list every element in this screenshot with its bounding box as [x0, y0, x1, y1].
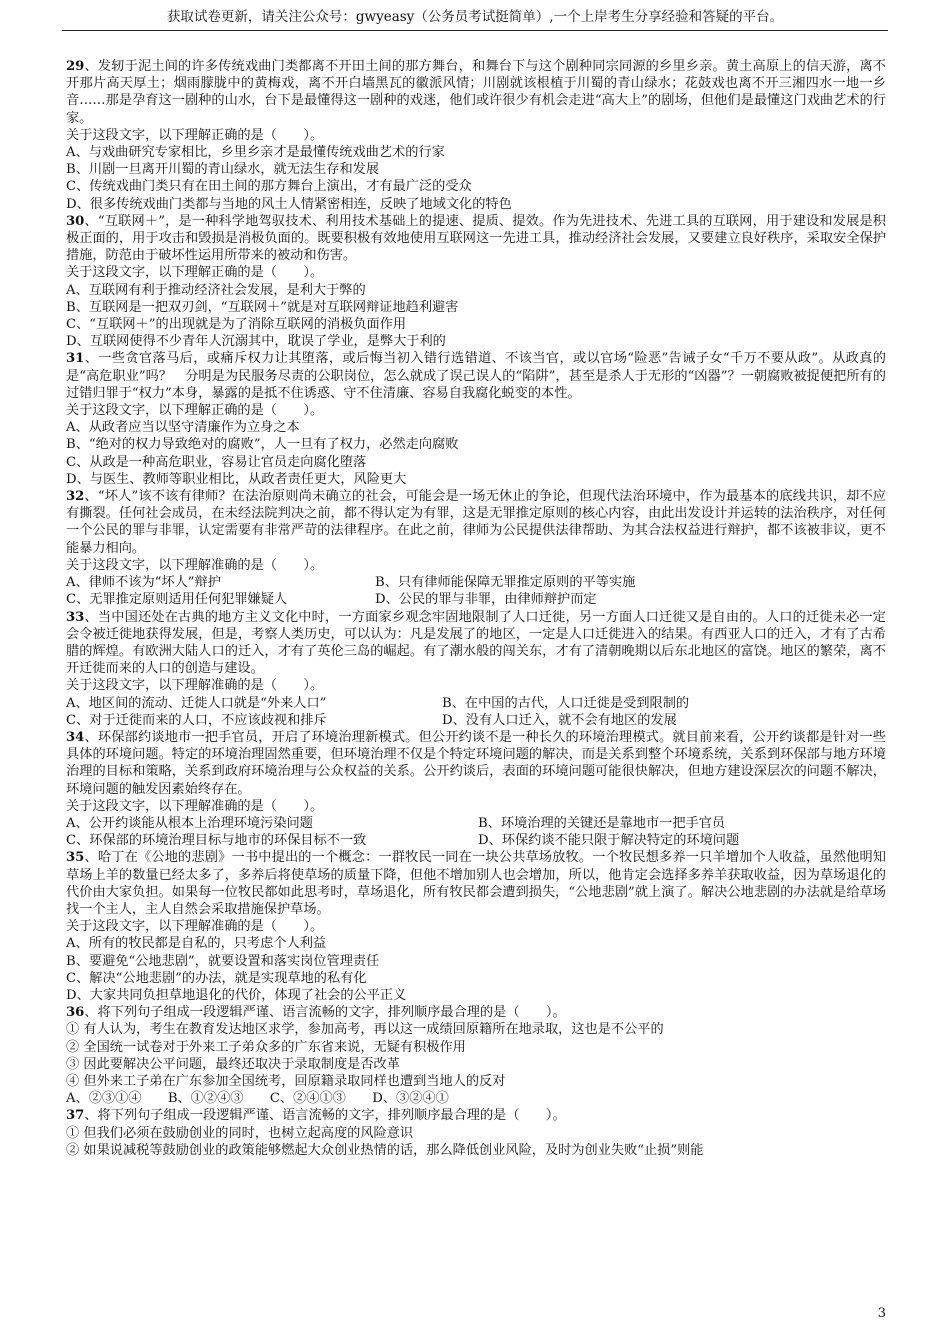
option-row: [66, 574, 886, 591]
question-number: 36: [66, 1005, 85, 1021]
option-a: A、与戏曲研究专家相比，乡里乡亲才是最懂传统戏曲艺术的行家: [66, 145, 445, 161]
question-stem: [66, 350, 886, 402]
question-30: [66, 213, 886, 351]
option-d: D、与医生、教师等职业相比，从政者责任更大，风险更大: [66, 471, 407, 487]
page-header: 获取试卷更新，请关注公众号：gwyeasy（公务员考试挺简单）,一个上岸考生分享经验和答疑的平台。: [166, 9, 784, 25]
option-c: C、解决“公地悲剧”的办法，就是实现草地的私有化: [66, 970, 367, 986]
question-number: 34: [66, 729, 85, 745]
option-b: B、要避免“公地悲剧”，就要设置和落实岗位管理责任: [66, 953, 380, 969]
sentence-2: ② 全国统一试卷对于外来工子弟众多的广东省来说，无疑有积极作用: [66, 1039, 466, 1055]
question-text: 、发轫于泥土间的许多传统戏曲门类都离不开田土间的那方舞台，和舞台下与这个剧种同宗同源的乡里乡亲。黄土高原上的信天游，离不开那片高天厚土；烟雨朦胧中的黄梅戏，离不开白墙黑瓦的徽派风情；川剧就该根植于川蜀的青山绿水；花鼓戏也离不开三湘四水一地一乡音……那是孕育这一剧种的山水，台下是最懂得这一剧种的戏迷，他们或许很少有机会走进“高大上”的剧场，但他们是最懂这门戏曲艺术的行家。: [66, 59, 886, 126]
question-prompt: 关于这段文字，以下理解准确的是（ ）。: [66, 919, 324, 935]
option-row: [66, 815, 886, 832]
option-row: [66, 832, 886, 849]
question-stem: [66, 729, 886, 798]
question-stem: [66, 1004, 886, 1021]
page-content: [66, 58, 886, 1159]
question-number: 37: [66, 1108, 85, 1124]
option-a: A、公开约谈能从根本上治理环境污染问题: [66, 815, 313, 831]
question-prompt: 关于这段文字，以下理解正确的是（ ）。: [66, 265, 324, 281]
option-c: C、传统戏曲门类只有在田土间的那方舞台上演出，才有最广泛的受众: [66, 179, 472, 195]
question-36: [66, 1004, 886, 1107]
sentence-3: ③ 因此要解决公平问题，最终还取决于录取制度是否改革: [66, 1056, 400, 1072]
answer-options: A、②③①④ B、①②④③ C、②④①③ D、③②④①: [66, 1091, 449, 1107]
question-stem: [66, 849, 886, 918]
question-text: 、将下列句子组成一段逻辑严谨、语言流畅的文字，排列顺序最合理的是（ ）。: [84, 1005, 566, 1021]
option-a: A、互联网有利于推动经济社会发展，是利大于弊的: [66, 282, 366, 298]
question-number: 31: [66, 351, 85, 367]
question-35: [66, 849, 886, 1004]
question-number: 33: [66, 609, 85, 625]
question-text: 、环保部约谈地市一把手官员，开启了环境治理新模式。但公开约谈不是一种长久的环境治理模式。就目前来看，公开约谈都是针对一些具体的环境问题。特定的环境治理固然重要，但环境治理不仅是个特定环境问题的解决，而是关系到整个环境系统，关系到环保部与地方环境治理的目标和策略，关系到政府环境治理与公众权益的关系。公开约谈后，表面的环境问题可能很快解决，但地方建设深层次的问题不解决，环境问题的触发因素始终存在。: [66, 729, 886, 797]
question-text: 、“坏人”该不该有律师？在法治原则尚未确立的社会，可能会是一场无休止的争论，但现代法治环境中，作为最基本的底线共识，却不应有撕裂。任何社会成员，在未经法院判决之前，都不得认定为有罪，这是无罪推定原则的核心内容，由此出发设计并运转的法治秩序，对任何一个公民的罪与非罪，认定需要有非常严苛的法律程序。在此之前，律师为公民提供法律帮助、为其合法权益进行辩护，都不该被非议，更不能暴力相向。: [66, 489, 886, 556]
option-a: A、从政者应当以坚守清廉作为立身之本: [66, 420, 300, 436]
option-d: D、公民的罪与非罪，由律师辩护而定: [375, 592, 597, 608]
header-divider: [62, 30, 888, 31]
question-prompt: 关于这段文字，以下理解准确的是（ ）。: [66, 798, 324, 814]
option-d: D、很多传统戏曲门类都与当地的风土人情紧密相连，反映了地域文化的特色: [66, 196, 512, 212]
question-stem: [66, 609, 886, 678]
question-34: [66, 729, 886, 849]
question-text: 、将下列句子组成一段逻辑严谨、语言流畅的文字，排列顺序最合理的是（ ）。: [84, 1108, 566, 1124]
question-33: [66, 609, 886, 729]
question-37: [66, 1107, 886, 1159]
question-stem: [66, 58, 886, 127]
option-b: B、川剧一旦离开川蜀的青山绿水，就无法生存和发展: [66, 162, 380, 178]
question-text: 、哈丁在《公地的悲剧》一书中提出的一个概念：一群牧民一同在一块公共草场放牧。一个牧民想多养一只羊增加个人收益，虽然他明知草场上羊的数量已经太多了，多养后将使草场的质量下降，但他不增加别人也会增加，所以，他肯定会选择多养羊获取收益，因为草场退化的代价由大家负担。如果每一位牧民都如此思考时，草场退化，所有牧民都会遭到损失，“公地悲剧”就上演了。解决公地悲剧的办法就是给草场找一个主人，主人自然会采取措施保护草场。: [66, 850, 886, 917]
option-b: B、环境治理的关键还是靠地市一把手官员: [478, 815, 726, 831]
option-c: C、无罪推定原则适用任何犯罪嫌疑人: [66, 592, 288, 608]
question-stem: [66, 213, 886, 265]
option-d: D、环保约谈不能只限于解决特定的环境问题: [478, 833, 740, 849]
question-number: 35: [66, 850, 85, 866]
question-prompt: 关于这段文字，以下理解正确的是（ ）。: [66, 127, 324, 143]
option-b: B、在中国的古代，人口迁徙是受到限制的: [442, 695, 690, 711]
question-prompt: 关于这段文字，以下理解准确的是（ ）。: [66, 678, 324, 694]
option-b: B、互联网是一把双刃剑，“互联网＋”就是对互联网辩证地趋利避害: [66, 299, 459, 315]
sentence-1: ① 但我们必须在鼓励创业的同时，也树立起高度的风险意识: [66, 1125, 414, 1141]
question-prompt: 关于这段文字，以下理解准确的是（ ）。: [66, 557, 324, 573]
option-b: B、“绝对的权力导致绝对的腐败”，人一旦有了权力，必然走向腐败: [66, 437, 459, 453]
page-number: 3: [877, 1306, 886, 1321]
option-a: A、所有的牧民都是自私的，只考虑个人利益: [66, 936, 327, 952]
option-d: D、互联网使得不少青年人沉溺其中，耽误了学业，是弊大于利的: [66, 334, 446, 350]
option-c: C、“互联网＋”的出现就是为了消除互联网的消极负面作用: [66, 317, 407, 333]
option-d: D、大家共同负担草地退化的代价，体现了社会的公平正义: [66, 987, 407, 1003]
option-b: B、只有律师能保障无罪推定原则的平等实施: [375, 575, 636, 591]
question-text: 、一些贪官落马后，或痛斥权力让其堕落，或后悔当初入错行选错道、不该当官，或以官场“险恶”告诫子女“千万不要从政”。从政真的是“高危职业”吗？ 分明是为民服务尽责的公职岗位，怎么就成了误己误人的“陷阱”，甚至是杀人于无形的“凶器”？一朝腐败被捉便把所有的过错归罪于“权力”本身，暴露的是抵不住诱惑、守不住清廉、容易自我腐化蜕变的本性。: [66, 351, 886, 401]
question-number: 32: [66, 489, 85, 505]
question-text: 、当中国还处在古典的地方主义文化中时，一方面家乡观念牢固地限制了人口迁徙，另一方面人口迁徙又是自由的。人口的迁徙未必一定会令被迁徙地获得发展，但是，考察人类历史，可以认为：凡是发展了的地区，一定是人口迁徙进入的结果。有西亚人口的迁入，才有了古希腊的辉煌。有欧洲大陆人口的迁入，才有了英伦三岛的崛起。有了潮水般的闯关东，才有了清朝晚期以后东北地区的富饶。地区的繁荣，离不开迁徙而来的人口的创造与建设。: [66, 609, 886, 677]
question-31: [66, 350, 886, 488]
option-row: [66, 591, 886, 608]
option-row: [66, 712, 886, 729]
question-number: 29: [66, 59, 85, 74]
option-c: C、环保部的环境治理目标与地市的环保目标不一致: [66, 833, 367, 849]
option-a: A、律师不该为“坏人”辩护: [66, 575, 221, 591]
question-prompt: 关于这段文字，以下理解正确的是（ ）。: [66, 403, 324, 419]
question-stem: [66, 488, 886, 557]
question-stem: [66, 1107, 886, 1124]
question-32: [66, 488, 886, 608]
question-number: 30: [66, 213, 85, 229]
option-a: A、地区间的流动、迁徙人口就是“外来人口”: [66, 695, 327, 711]
sentence-4: ④ 但外来工子弟在广东参加全国统考，回原籍录取同样也遭到当地人的反对: [66, 1073, 506, 1089]
question-29: [66, 58, 886, 213]
option-d: D、没有人口迁入，就不会有地区的发展: [442, 712, 677, 728]
sentence-2: ② 如果说减税等鼓励创业的政策能够燃起大众创业热情的话，那么降低创业风险，及时为创业失败“止损”则能: [66, 1142, 704, 1158]
question-text: 、“互联网＋”，是一种科学地驾驭技术、利用技术基础上的提速、提质、提效。作为先进技术、先进工具的互联网，用于建设和发展是积极正面的，用于攻击和毁损是消极负面的。既要积极有效地使用互联网这一先进工具，推动经济社会发展，又要建立良好秩序，采取安全保护措施，防范由于破坏性运用所带来的被动和伤害。: [66, 213, 886, 264]
option-c: C、对于迁徙而来的人口，不应该歧视和排斥: [66, 712, 327, 728]
option-c: C、从政是一种高危职业，容易让官员走向腐化堕落: [66, 454, 367, 470]
sentence-1: ① 有人认为，考生在教育发达地区求学，参加高考，再以这一成绩回原籍所在地录取，这也是不公平的: [66, 1022, 664, 1038]
option-row: [66, 695, 886, 712]
